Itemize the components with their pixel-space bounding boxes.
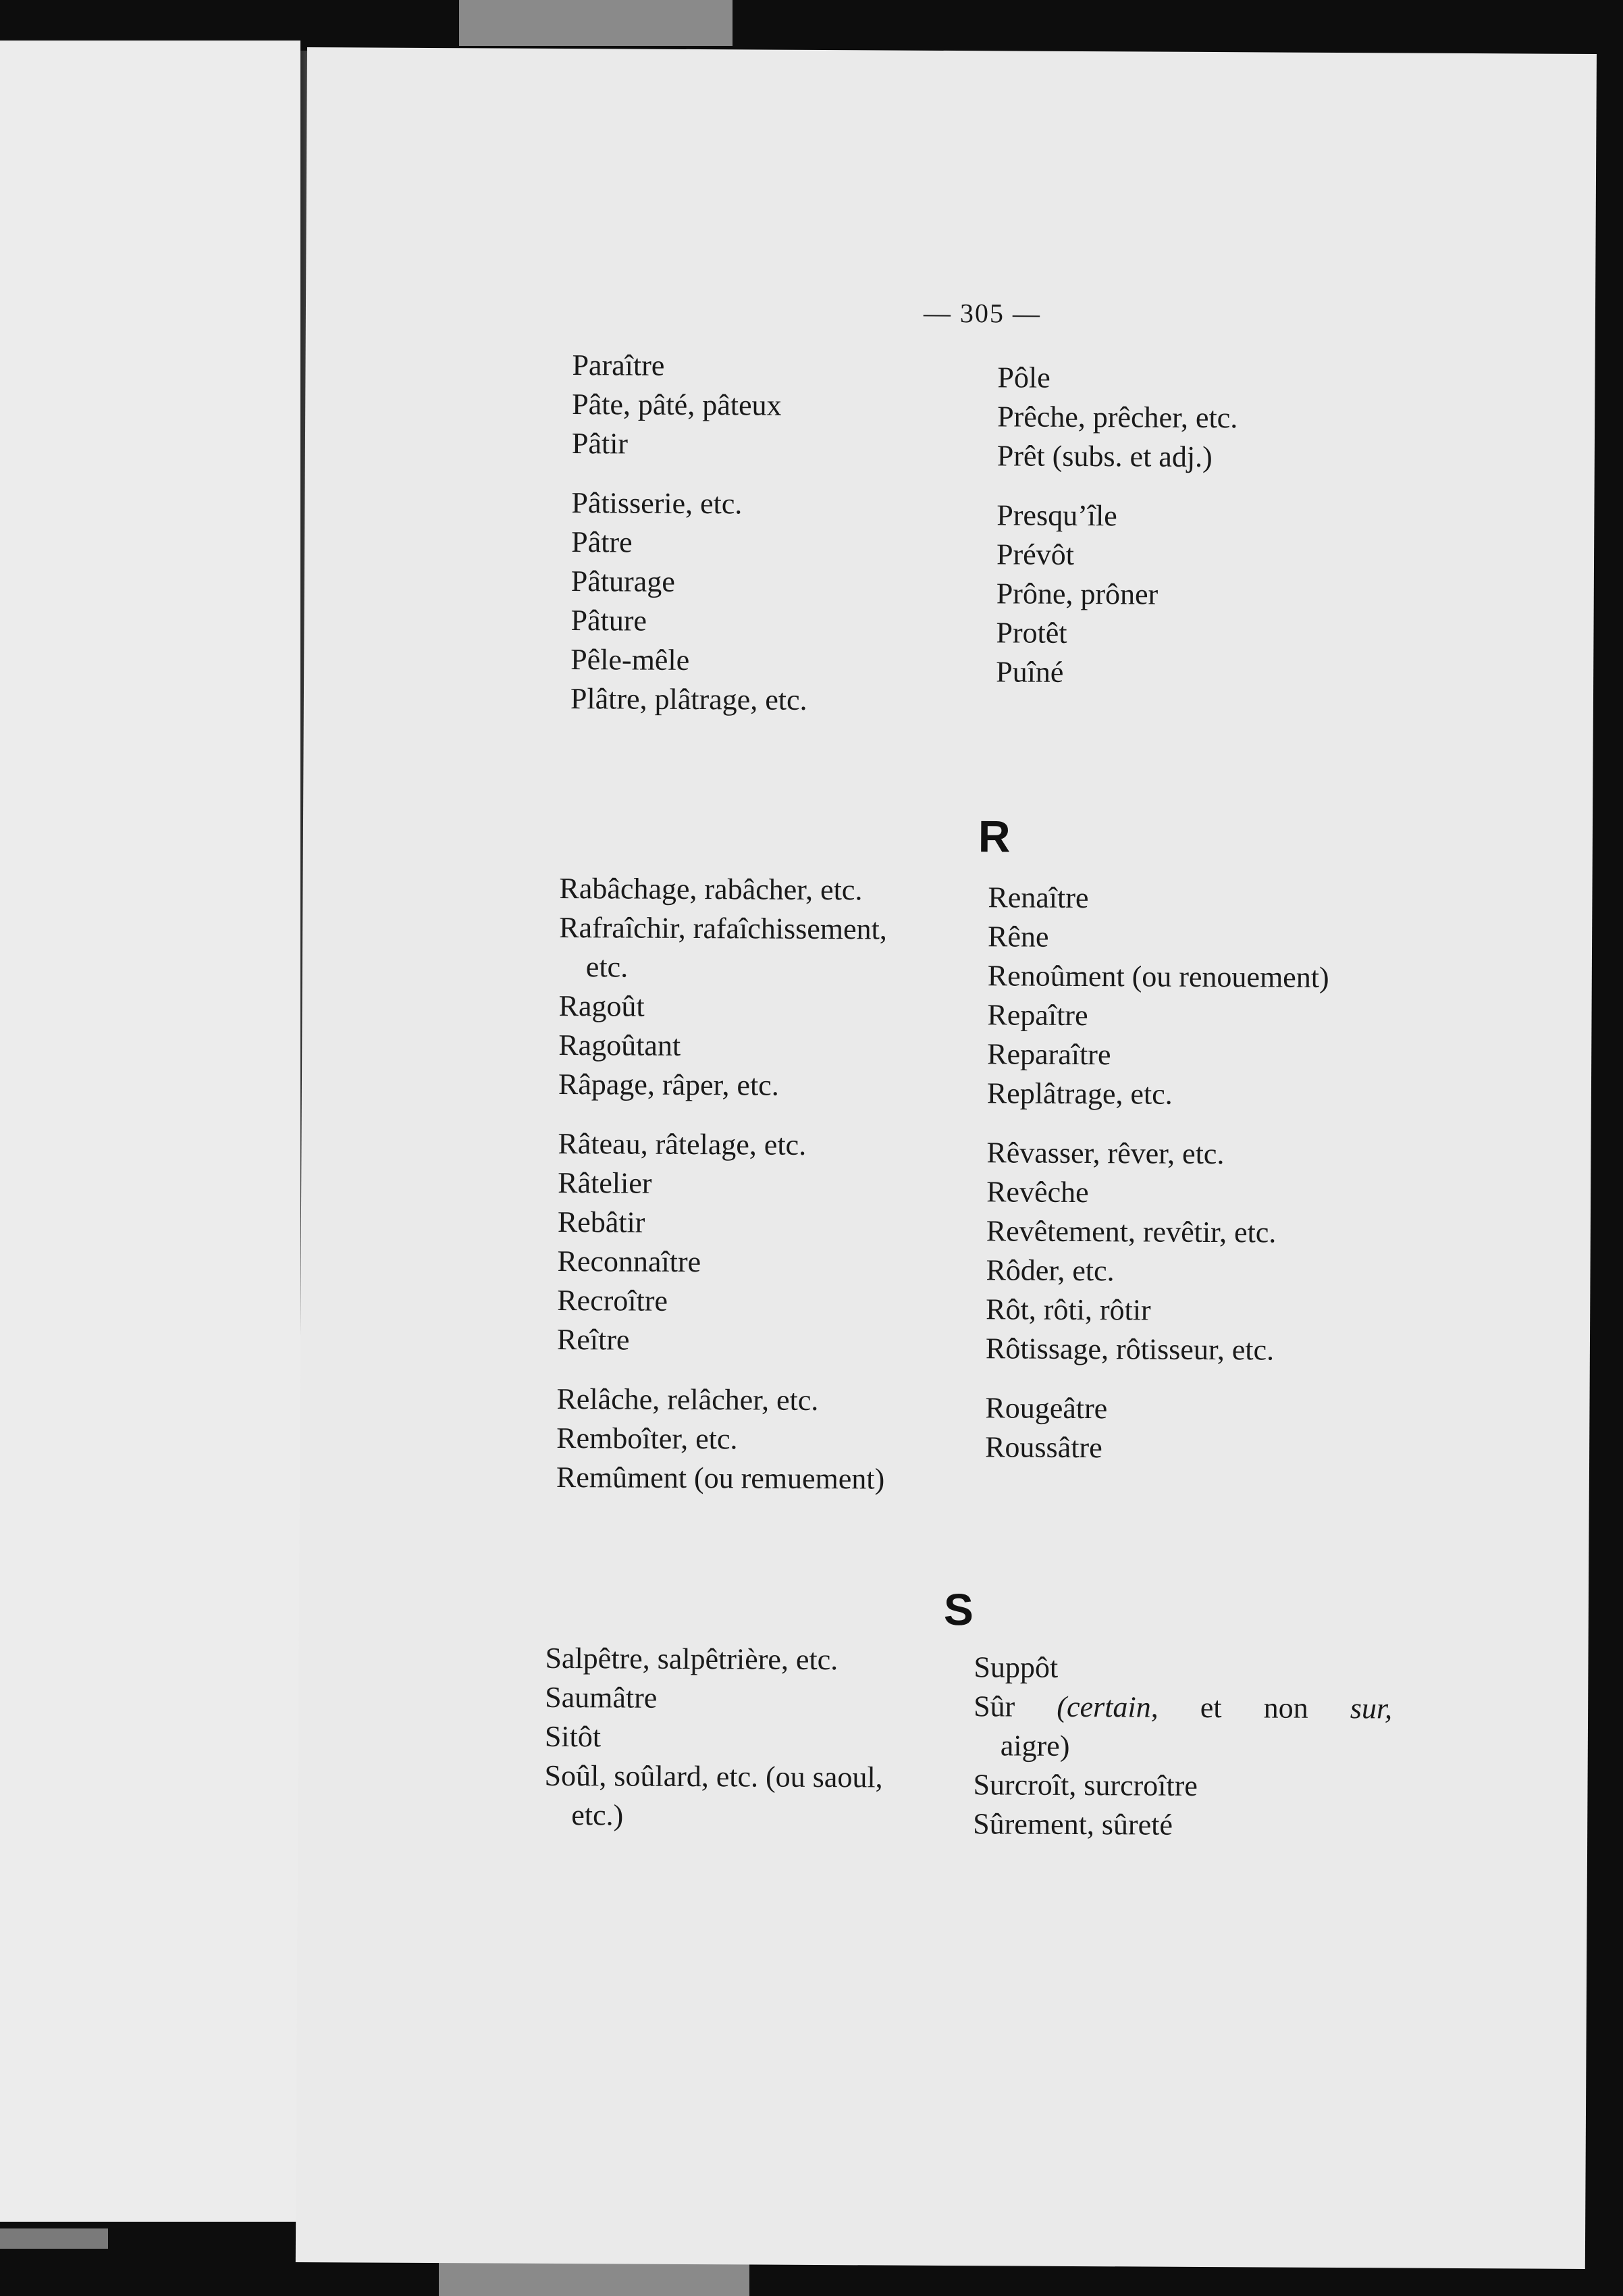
word-entry: Reître [556, 1322, 630, 1357]
word-entry: Paraître [572, 348, 665, 382]
word-entry: Repaître [987, 998, 1088, 1033]
word-entry: Recroître [557, 1283, 668, 1317]
word-entry-continuation: aigre) [1000, 1729, 1070, 1763]
word-entry: Salpêtre, salpêtrière, etc. [545, 1641, 839, 1677]
word-entry: Râteau, râtelage, etc. [558, 1126, 807, 1162]
r-left-column [556, 869, 888, 1499]
word-entry: Ragoûtant [558, 1028, 681, 1062]
left-page [0, 41, 300, 2222]
scan-edge-top [459, 0, 733, 46]
word-entry: Surcroît, surcroître [973, 1768, 1198, 1802]
word-entry: Rabâchage, rabâcher, etc. [559, 871, 863, 907]
word-entry: Pêle-mêle [570, 643, 690, 677]
word-entry: Sitôt [544, 1719, 602, 1754]
word-entry: Revêche [986, 1175, 1089, 1209]
word-entry: Sûrement, sûreté [973, 1807, 1173, 1842]
word-entry-continuation: etc. [585, 950, 629, 984]
word-part: Sûr [974, 1690, 1015, 1723]
word-entry: Revêtement, revêtir, etc. [986, 1214, 1277, 1249]
scan-edge-bottom-left [0, 2228, 108, 2249]
word-entry: Rôtissage, rôtisseur, etc. [985, 1332, 1275, 1367]
word-entry: Soûl, soûlard, etc. (ou saoul, [544, 1758, 883, 1794]
word-entry: Plâtre, plâtrage, etc. [570, 682, 807, 716]
word-entry: Suppôt [974, 1650, 1059, 1684]
word-entry: Reparaître [987, 1037, 1111, 1072]
word-entry: Renoûment (ou renouement) [987, 959, 1329, 994]
word-entry: Presqu’île [996, 498, 1117, 533]
word-entry: Pâtisserie, etc. [571, 486, 743, 521]
section-letter-r: R [978, 811, 1011, 862]
word-entry: Puîné [996, 655, 1064, 689]
word-entry: Remboîter, etc. [556, 1421, 738, 1456]
word-entry: Saumâtre [545, 1680, 658, 1715]
word-part: et [1200, 1690, 1222, 1725]
word-entry: Relâche, relâcher, etc. [556, 1382, 819, 1417]
word-entry: Reconnaître [557, 1244, 701, 1279]
s-left-column [544, 1639, 884, 1837]
word-entry: Rêne [987, 920, 1049, 954]
word-entry: Remûment (ou remuement) [556, 1460, 885, 1496]
word-entry: Rôt, rôti, rôtir [986, 1293, 1151, 1327]
word-entry: Roussâtre [985, 1430, 1102, 1465]
word-entry: Rôder, etc. [986, 1253, 1115, 1288]
word-entry: Prévôt [996, 538, 1075, 571]
book-page [296, 47, 1597, 2269]
word-part: non [1263, 1691, 1308, 1725]
word-entry: Rafraîchir, rafaîchissement, [559, 910, 887, 946]
p-right-column [996, 358, 1238, 693]
word-entry: Pôle [997, 361, 1050, 394]
word-entry-continuation: etc.) [571, 1798, 624, 1832]
word-part-italic: (certain, [1057, 1690, 1159, 1724]
word-entry: Rougeâtre [985, 1391, 1108, 1426]
word-part-italic: sur, [1350, 1692, 1393, 1725]
word-entry: Pâtre [571, 525, 633, 559]
word-entry: Protêt [996, 616, 1067, 650]
word-entry: Pâte, pâté, pâteux [572, 388, 782, 422]
word-entry: Rêvasser, rêver, etc. [986, 1136, 1225, 1171]
page-number: — 305 — [923, 297, 1042, 329]
section-letter-s: S [943, 1584, 974, 1635]
s-right-column [973, 1648, 1393, 1846]
p-left-column [570, 346, 809, 720]
r-right-column [985, 878, 1329, 1469]
word-entry: Prêche, prêcher, etc. [997, 400, 1238, 435]
word-entry: Pâtir [571, 427, 629, 461]
word-entry: Prêt (subs. et adj.) [996, 439, 1213, 474]
word-entry: Replâtrage, etc. [986, 1076, 1173, 1111]
word-entry: Râtelier [558, 1166, 652, 1200]
word-entry: Renaître [988, 881, 1089, 915]
word-entry: Ragoût [558, 989, 645, 1023]
word-entry-justified [974, 1687, 1392, 1728]
word-entry: Pâturage [570, 565, 675, 598]
word-entry: Prône, prôner [996, 577, 1159, 611]
word-entry: Rebâtir [557, 1205, 645, 1239]
word-entry: Pâture [570, 604, 647, 637]
word-entry: Râpage, râper, etc. [558, 1067, 779, 1102]
